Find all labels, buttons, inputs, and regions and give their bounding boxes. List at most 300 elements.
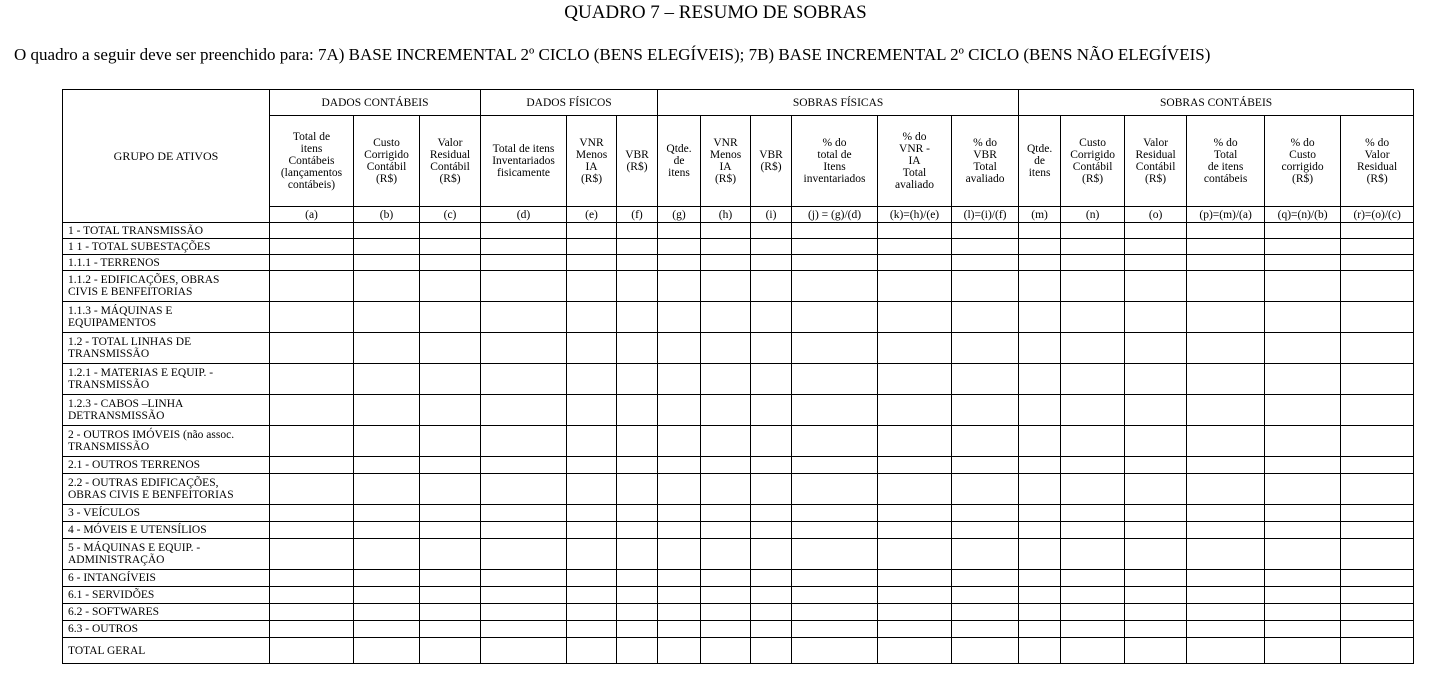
table-cell[interactable] <box>354 604 420 621</box>
table-cell[interactable] <box>1341 364 1414 395</box>
table-cell[interactable] <box>1265 223 1341 239</box>
table-cell[interactable] <box>567 364 617 395</box>
table-cell[interactable] <box>1125 474 1187 505</box>
table-cell[interactable] <box>1019 255 1061 271</box>
table-cell[interactable] <box>420 333 481 364</box>
table-cell[interactable] <box>354 395 420 426</box>
table-cell[interactable] <box>701 271 751 302</box>
table-cell[interactable] <box>567 302 617 333</box>
table-cell[interactable] <box>1061 395 1125 426</box>
table-cell[interactable] <box>701 539 751 570</box>
table-cell[interactable] <box>354 638 420 664</box>
table-cell[interactable] <box>481 271 567 302</box>
table-cell[interactable] <box>751 505 792 522</box>
table-cell[interactable] <box>270 364 354 395</box>
table-cell[interactable] <box>1341 604 1414 621</box>
table-cell[interactable] <box>1187 395 1265 426</box>
table-cell[interactable] <box>354 302 420 333</box>
table-cell[interactable] <box>751 395 792 426</box>
table-cell[interactable] <box>1341 223 1414 239</box>
table-cell[interactable] <box>1341 505 1414 522</box>
table-cell[interactable] <box>1061 539 1125 570</box>
table-cell[interactable] <box>1061 638 1125 664</box>
table-cell[interactable] <box>270 522 354 539</box>
table-cell[interactable] <box>751 364 792 395</box>
table-cell[interactable] <box>878 621 952 638</box>
table-cell[interactable] <box>701 604 751 621</box>
table-cell[interactable] <box>1265 522 1341 539</box>
table-cell[interactable] <box>617 604 658 621</box>
table-cell[interactable] <box>270 505 354 522</box>
table-cell[interactable] <box>567 239 617 255</box>
table-cell[interactable] <box>567 539 617 570</box>
table-cell[interactable] <box>952 570 1019 587</box>
table-cell[interactable] <box>1019 333 1061 364</box>
table-cell[interactable] <box>878 638 952 664</box>
table-cell[interactable] <box>1061 364 1125 395</box>
table-cell[interactable] <box>1019 621 1061 638</box>
table-cell[interactable] <box>1341 333 1414 364</box>
table-cell[interactable] <box>1265 570 1341 587</box>
table-cell[interactable] <box>792 333 878 364</box>
table-cell[interactable] <box>1265 539 1341 570</box>
table-cell[interactable] <box>701 522 751 539</box>
table-cell[interactable] <box>617 539 658 570</box>
table-cell[interactable] <box>1125 395 1187 426</box>
table-cell[interactable] <box>658 539 701 570</box>
table-cell[interactable] <box>658 604 701 621</box>
table-cell[interactable] <box>617 364 658 395</box>
table-cell[interactable] <box>481 539 567 570</box>
table-cell[interactable] <box>1061 474 1125 505</box>
table-cell[interactable] <box>792 395 878 426</box>
table-cell[interactable] <box>1341 395 1414 426</box>
table-cell[interactable] <box>952 426 1019 457</box>
table-cell[interactable] <box>481 302 567 333</box>
table-cell[interactable] <box>658 621 701 638</box>
table-cell[interactable] <box>1187 255 1265 271</box>
table-cell[interactable] <box>792 638 878 664</box>
table-cell[interactable] <box>1341 587 1414 604</box>
table-cell[interactable] <box>792 255 878 271</box>
table-cell[interactable] <box>354 539 420 570</box>
table-cell[interactable] <box>952 604 1019 621</box>
table-cell[interactable] <box>420 223 481 239</box>
table-cell[interactable] <box>481 333 567 364</box>
table-cell[interactable] <box>701 239 751 255</box>
table-cell[interactable] <box>567 395 617 426</box>
table-cell[interactable] <box>878 223 952 239</box>
table-cell[interactable] <box>1125 570 1187 587</box>
table-cell[interactable] <box>617 621 658 638</box>
table-cell[interactable] <box>354 364 420 395</box>
table-cell[interactable] <box>952 457 1019 474</box>
table-cell[interactable] <box>1019 604 1061 621</box>
table-cell[interactable] <box>420 239 481 255</box>
table-cell[interactable] <box>792 426 878 457</box>
table-cell[interactable] <box>701 333 751 364</box>
table-cell[interactable] <box>658 239 701 255</box>
table-cell[interactable] <box>420 621 481 638</box>
table-cell[interactable] <box>878 539 952 570</box>
table-cell[interactable] <box>952 621 1019 638</box>
table-cell[interactable] <box>1019 539 1061 570</box>
table-cell[interactable] <box>270 302 354 333</box>
table-cell[interactable] <box>658 570 701 587</box>
table-cell[interactable] <box>420 638 481 664</box>
table-cell[interactable] <box>1125 223 1187 239</box>
table-cell[interactable] <box>1125 539 1187 570</box>
table-cell[interactable] <box>481 604 567 621</box>
table-cell[interactable] <box>792 604 878 621</box>
table-cell[interactable] <box>952 239 1019 255</box>
table-cell[interactable] <box>567 638 617 664</box>
table-cell[interactable] <box>481 638 567 664</box>
table-cell[interactable] <box>701 364 751 395</box>
table-cell[interactable] <box>617 505 658 522</box>
table-cell[interactable] <box>481 255 567 271</box>
table-cell[interactable] <box>1187 522 1265 539</box>
table-cell[interactable] <box>1125 426 1187 457</box>
table-cell[interactable] <box>481 364 567 395</box>
table-cell[interactable] <box>354 570 420 587</box>
table-cell[interactable] <box>1341 638 1414 664</box>
table-cell[interactable] <box>354 255 420 271</box>
table-cell[interactable] <box>1187 474 1265 505</box>
table-cell[interactable] <box>952 271 1019 302</box>
table-cell[interactable] <box>792 621 878 638</box>
table-cell[interactable] <box>567 333 617 364</box>
table-cell[interactable] <box>701 474 751 505</box>
table-cell[interactable] <box>481 426 567 457</box>
table-cell[interactable] <box>1125 604 1187 621</box>
table-cell[interactable] <box>1265 239 1341 255</box>
table-cell[interactable] <box>481 522 567 539</box>
table-cell[interactable] <box>1125 505 1187 522</box>
table-cell[interactable] <box>481 223 567 239</box>
table-cell[interactable] <box>792 223 878 239</box>
table-cell[interactable] <box>1265 271 1341 302</box>
table-cell[interactable] <box>270 271 354 302</box>
table-cell[interactable] <box>354 587 420 604</box>
table-cell[interactable] <box>617 239 658 255</box>
table-cell[interactable] <box>1019 364 1061 395</box>
table-cell[interactable] <box>617 570 658 587</box>
table-cell[interactable] <box>1187 223 1265 239</box>
table-cell[interactable] <box>1061 426 1125 457</box>
table-cell[interactable] <box>270 239 354 255</box>
table-cell[interactable] <box>617 395 658 426</box>
table-cell[interactable] <box>1019 522 1061 539</box>
table-cell[interactable] <box>481 239 567 255</box>
table-cell[interactable] <box>1341 474 1414 505</box>
table-cell[interactable] <box>952 638 1019 664</box>
table-cell[interactable] <box>1061 505 1125 522</box>
table-cell[interactable] <box>952 539 1019 570</box>
table-cell[interactable] <box>1341 522 1414 539</box>
table-cell[interactable] <box>792 539 878 570</box>
table-cell[interactable] <box>751 239 792 255</box>
table-cell[interactable] <box>1061 522 1125 539</box>
table-cell[interactable] <box>1125 255 1187 271</box>
table-cell[interactable] <box>1187 333 1265 364</box>
table-cell[interactable] <box>1125 364 1187 395</box>
table-cell[interactable] <box>1125 271 1187 302</box>
table-cell[interactable] <box>792 505 878 522</box>
table-cell[interactable] <box>270 457 354 474</box>
table-cell[interactable] <box>792 570 878 587</box>
table-cell[interactable] <box>617 271 658 302</box>
table-cell[interactable] <box>354 333 420 364</box>
table-cell[interactable] <box>701 255 751 271</box>
table-cell[interactable] <box>270 539 354 570</box>
table-cell[interactable] <box>270 255 354 271</box>
table-cell[interactable] <box>1019 223 1061 239</box>
table-cell[interactable] <box>1061 570 1125 587</box>
table-cell[interactable] <box>1019 239 1061 255</box>
table-cell[interactable] <box>1019 426 1061 457</box>
table-cell[interactable] <box>658 638 701 664</box>
table-cell[interactable] <box>1341 539 1414 570</box>
table-cell[interactable] <box>658 457 701 474</box>
table-cell[interactable] <box>658 271 701 302</box>
table-cell[interactable] <box>952 223 1019 239</box>
table-cell[interactable] <box>270 474 354 505</box>
table-cell[interactable] <box>701 587 751 604</box>
table-cell[interactable] <box>878 570 952 587</box>
table-cell[interactable] <box>1019 587 1061 604</box>
table-cell[interactable] <box>751 474 792 505</box>
table-cell[interactable] <box>1265 621 1341 638</box>
table-cell[interactable] <box>1061 604 1125 621</box>
table-cell[interactable] <box>1019 474 1061 505</box>
table-cell[interactable] <box>1187 457 1265 474</box>
table-cell[interactable] <box>878 239 952 255</box>
table-cell[interactable] <box>1125 333 1187 364</box>
table-cell[interactable] <box>270 570 354 587</box>
table-cell[interactable] <box>878 457 952 474</box>
table-cell[interactable] <box>1061 255 1125 271</box>
table-cell[interactable] <box>1341 621 1414 638</box>
table-cell[interactable] <box>1125 587 1187 604</box>
table-cell[interactable] <box>1061 271 1125 302</box>
table-cell[interactable] <box>1187 426 1265 457</box>
table-cell[interactable] <box>658 302 701 333</box>
table-cell[interactable] <box>420 457 481 474</box>
table-cell[interactable] <box>354 474 420 505</box>
table-cell[interactable] <box>1061 333 1125 364</box>
table-cell[interactable] <box>701 570 751 587</box>
table-cell[interactable] <box>617 457 658 474</box>
table-cell[interactable] <box>270 638 354 664</box>
table-cell[interactable] <box>658 474 701 505</box>
table-cell[interactable] <box>952 255 1019 271</box>
table-cell[interactable] <box>751 426 792 457</box>
table-cell[interactable] <box>792 239 878 255</box>
table-cell[interactable] <box>751 522 792 539</box>
table-cell[interactable] <box>617 587 658 604</box>
table-cell[interactable] <box>354 522 420 539</box>
table-cell[interactable] <box>1061 587 1125 604</box>
table-cell[interactable] <box>1187 271 1265 302</box>
table-cell[interactable] <box>270 395 354 426</box>
table-cell[interactable] <box>270 426 354 457</box>
table-cell[interactable] <box>878 364 952 395</box>
table-cell[interactable] <box>878 604 952 621</box>
table-cell[interactable] <box>1187 364 1265 395</box>
table-cell[interactable] <box>878 522 952 539</box>
table-cell[interactable] <box>952 333 1019 364</box>
table-cell[interactable] <box>567 604 617 621</box>
table-cell[interactable] <box>1061 223 1125 239</box>
table-cell[interactable] <box>1265 255 1341 271</box>
table-cell[interactable] <box>1265 457 1341 474</box>
table-cell[interactable] <box>420 474 481 505</box>
table-cell[interactable] <box>270 223 354 239</box>
table-cell[interactable] <box>751 604 792 621</box>
table-cell[interactable] <box>952 302 1019 333</box>
table-cell[interactable] <box>658 223 701 239</box>
table-cell[interactable] <box>270 621 354 638</box>
table-cell[interactable] <box>1019 570 1061 587</box>
table-cell[interactable] <box>420 364 481 395</box>
table-cell[interactable] <box>354 239 420 255</box>
table-cell[interactable] <box>952 364 1019 395</box>
table-cell[interactable] <box>1265 333 1341 364</box>
table-cell[interactable] <box>617 333 658 364</box>
table-cell[interactable] <box>658 364 701 395</box>
table-cell[interactable] <box>1125 621 1187 638</box>
table-cell[interactable] <box>567 271 617 302</box>
table-cell[interactable] <box>1187 570 1265 587</box>
table-cell[interactable] <box>1265 474 1341 505</box>
table-cell[interactable] <box>617 522 658 539</box>
table-cell[interactable] <box>658 426 701 457</box>
table-cell[interactable] <box>1061 621 1125 638</box>
table-cell[interactable] <box>751 621 792 638</box>
table-cell[interactable] <box>878 302 952 333</box>
table-cell[interactable] <box>952 474 1019 505</box>
table-cell[interactable] <box>567 474 617 505</box>
table-cell[interactable] <box>751 457 792 474</box>
table-cell[interactable] <box>1265 505 1341 522</box>
table-cell[interactable] <box>658 587 701 604</box>
table-cell[interactable] <box>792 271 878 302</box>
table-cell[interactable] <box>354 621 420 638</box>
table-cell[interactable] <box>354 457 420 474</box>
table-cell[interactable] <box>567 426 617 457</box>
table-cell[interactable] <box>1187 621 1265 638</box>
table-cell[interactable] <box>751 570 792 587</box>
table-cell[interactable] <box>481 457 567 474</box>
table-cell[interactable] <box>617 302 658 333</box>
table-cell[interactable] <box>481 621 567 638</box>
table-cell[interactable] <box>751 587 792 604</box>
table-cell[interactable] <box>701 426 751 457</box>
table-cell[interactable] <box>751 302 792 333</box>
table-cell[interactable] <box>952 587 1019 604</box>
table-cell[interactable] <box>1341 570 1414 587</box>
table-cell[interactable] <box>701 621 751 638</box>
table-cell[interactable] <box>1125 302 1187 333</box>
table-cell[interactable] <box>1341 255 1414 271</box>
table-cell[interactable] <box>1019 271 1061 302</box>
table-cell[interactable] <box>1187 505 1265 522</box>
table-cell[interactable] <box>1019 302 1061 333</box>
table-cell[interactable] <box>701 302 751 333</box>
table-cell[interactable] <box>751 539 792 570</box>
table-cell[interactable] <box>658 522 701 539</box>
table-cell[interactable] <box>878 505 952 522</box>
table-cell[interactable] <box>1125 457 1187 474</box>
table-cell[interactable] <box>567 223 617 239</box>
table-cell[interactable] <box>567 570 617 587</box>
table-cell[interactable] <box>792 587 878 604</box>
table-cell[interactable] <box>792 364 878 395</box>
table-cell[interactable] <box>354 505 420 522</box>
table-cell[interactable] <box>354 223 420 239</box>
table-cell[interactable] <box>751 271 792 302</box>
table-cell[interactable] <box>878 255 952 271</box>
table-cell[interactable] <box>1061 302 1125 333</box>
table-cell[interactable] <box>270 587 354 604</box>
table-cell[interactable] <box>420 426 481 457</box>
table-cell[interactable] <box>658 505 701 522</box>
table-cell[interactable] <box>1187 604 1265 621</box>
table-cell[interactable] <box>878 333 952 364</box>
table-cell[interactable] <box>658 255 701 271</box>
table-cell[interactable] <box>1187 638 1265 664</box>
table-cell[interactable] <box>567 255 617 271</box>
table-cell[interactable] <box>1187 302 1265 333</box>
table-cell[interactable] <box>1341 302 1414 333</box>
table-cell[interactable] <box>1265 638 1341 664</box>
table-cell[interactable] <box>1265 395 1341 426</box>
table-cell[interactable] <box>481 570 567 587</box>
table-cell[interactable] <box>1265 364 1341 395</box>
table-cell[interactable] <box>420 271 481 302</box>
table-cell[interactable] <box>420 570 481 587</box>
table-cell[interactable] <box>701 395 751 426</box>
table-cell[interactable] <box>1341 426 1414 457</box>
table-cell[interactable] <box>420 604 481 621</box>
table-cell[interactable] <box>420 255 481 271</box>
table-cell[interactable] <box>567 522 617 539</box>
table-cell[interactable] <box>952 522 1019 539</box>
table-cell[interactable] <box>792 474 878 505</box>
table-cell[interactable] <box>420 505 481 522</box>
table-cell[interactable] <box>567 587 617 604</box>
table-cell[interactable] <box>567 621 617 638</box>
table-cell[interactable] <box>658 333 701 364</box>
table-cell[interactable] <box>878 587 952 604</box>
table-cell[interactable] <box>751 255 792 271</box>
table-cell[interactable] <box>270 333 354 364</box>
table-cell[interactable] <box>1019 457 1061 474</box>
table-cell[interactable] <box>1341 457 1414 474</box>
table-cell[interactable] <box>617 474 658 505</box>
table-cell[interactable] <box>617 255 658 271</box>
table-cell[interactable] <box>1125 239 1187 255</box>
table-cell[interactable] <box>751 223 792 239</box>
table-cell[interactable] <box>701 457 751 474</box>
table-cell[interactable] <box>481 474 567 505</box>
table-cell[interactable] <box>1019 505 1061 522</box>
table-cell[interactable] <box>701 638 751 664</box>
table-cell[interactable] <box>617 426 658 457</box>
table-cell[interactable] <box>420 395 481 426</box>
table-cell[interactable] <box>481 505 567 522</box>
